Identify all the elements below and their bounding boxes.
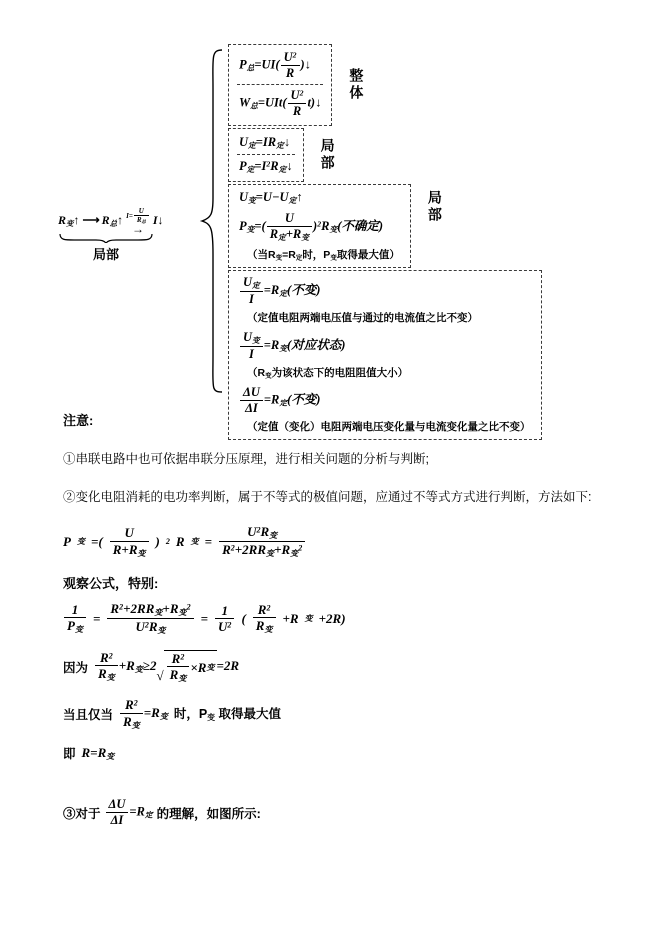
formula-variable-power: $P_变=$( $\frac{U}{R_定+R_变}$ )$^2R_变$(不确定) xyxy=(239,211,384,243)
box-whole-circuit xyxy=(228,44,332,126)
box-variable-resistor xyxy=(228,184,411,267)
formula-delta-ratio: $\frac{\Delta U}{\Delta I}$ $=R_定$(不变) xyxy=(237,383,533,418)
labeled-arrow xyxy=(126,207,150,236)
derivation-power-formula: P 变 =( $\frac{U}{R+R_变}$ ) 2 R 变 = $\frac{U^2R_变}{R^2+2RR_变+R_变^2}$ xyxy=(63,525,608,559)
grouping-brace-icon xyxy=(198,46,224,396)
causal-chain-line xyxy=(58,207,203,236)
derivation-equality-line xyxy=(63,698,608,730)
note-item-2: ②变化电阻消耗的电功率判断，属于不等式的极值问题，应通过不等式方式进行判断，方法如下: xyxy=(63,490,592,504)
item3-prefix: ③对于 xyxy=(63,806,101,821)
note-delta-ratio: （定值（变化）电阻两端电压变化量与电流变化量之比不变） xyxy=(247,421,531,434)
underbrace-label: 局部 xyxy=(92,247,119,263)
because-text: 因为 xyxy=(63,660,89,675)
formula-variable-voltage: $U_变=U-U_定↑$ xyxy=(239,190,303,206)
label-local-1: 局部 xyxy=(319,137,336,172)
chain-term-r-variable: $R_变↑$ xyxy=(58,212,80,228)
max-power-text: 时，$P_变$ 取得最大值 xyxy=(173,707,281,723)
therefore-text: 即 xyxy=(63,747,76,761)
formula-total-power: $P_总=UI$( $\frac{U^2}{R}$ )↓ xyxy=(239,50,311,81)
note-variable-ratio: （$R_变$为该状态下的电阻阻值大小） xyxy=(247,366,409,380)
box-fixed-resistor xyxy=(228,128,304,183)
note-item-1: ①串联电路中也可依据串联分压原理，进行相关问题的分析与判断; xyxy=(63,452,429,466)
derivation-reciprocal-formula: $\frac{1}{P_变}$ = $\frac{R^2+2RR_变+R_变^2}{U^2R_变}$ = $\frac{1}{U^2}$ ( $\frac{R^2}{R_变}$ +R 变 +2R) xyxy=(63,602,608,636)
arrow-right-icon: ⟶ xyxy=(82,213,99,228)
chain-term-current: I↓ xyxy=(152,213,164,228)
fixed-resistor-row xyxy=(228,128,338,183)
item3-suffix: 的理解，如图所示: xyxy=(156,806,261,821)
formula-fixed-voltage: $U_定=IR_定↓$ xyxy=(239,134,291,150)
formula-variable-ratio: $\frac{U_变}{I}$ $=R_变$(对应状态) xyxy=(237,328,533,364)
arrow-formula-label: I= $\frac{U}{R_总}$ xyxy=(126,208,150,225)
item3-formula: $\frac{\Delta U}{\Delta I}$ $=R_定$ xyxy=(105,798,153,827)
variable-resistor-row xyxy=(228,184,445,267)
derivation-inequality-line xyxy=(63,650,608,684)
formula-total-energy: $W_总=UIt$( $\frac{U^2}{R}$ t)↓ xyxy=(237,84,323,122)
note-fixed-ratio: （定值电阻两端电压值与通过的电流值之比不变） xyxy=(247,311,478,324)
whole-circuit-row xyxy=(228,44,366,126)
iff-text: 当且仅当 xyxy=(63,707,114,722)
inequality-formula: $\frac{R^2}{R_变}$ $+R_变\ge 2$ √ $\frac{R^2}{R_变}$ ×R 变 =2R xyxy=(94,650,239,684)
formula-fixed-ratio: $\frac{U_定}{I}$ $=R_定$(不变) xyxy=(237,273,533,309)
formula-boxes xyxy=(228,44,542,442)
notes-heading: 注意: xyxy=(63,413,94,428)
note-item-3 xyxy=(63,798,608,827)
notes-section xyxy=(63,410,608,827)
arrow-right-icon: → xyxy=(131,221,144,236)
note-max-power: （当$R_变=R_定$时，$P_变$取得最大值） xyxy=(247,248,400,262)
derivation-observe-text: 观察公式，特别: xyxy=(63,575,159,591)
label-whole: 整体 xyxy=(348,67,365,102)
conclusion-formula: $R=R_变$ xyxy=(81,744,115,761)
chain-term-r-total: $R_总↑$ xyxy=(101,212,124,228)
causal-chain xyxy=(58,208,203,263)
label-local-2: 局部 xyxy=(426,190,443,225)
derivation-conclusion-line xyxy=(63,744,608,762)
formula-fixed-power: $P_定=I^2R_定↓$ xyxy=(237,154,295,179)
equality-formula: $\frac{R^2}{R_变}$ $=R_变$ xyxy=(119,698,168,730)
